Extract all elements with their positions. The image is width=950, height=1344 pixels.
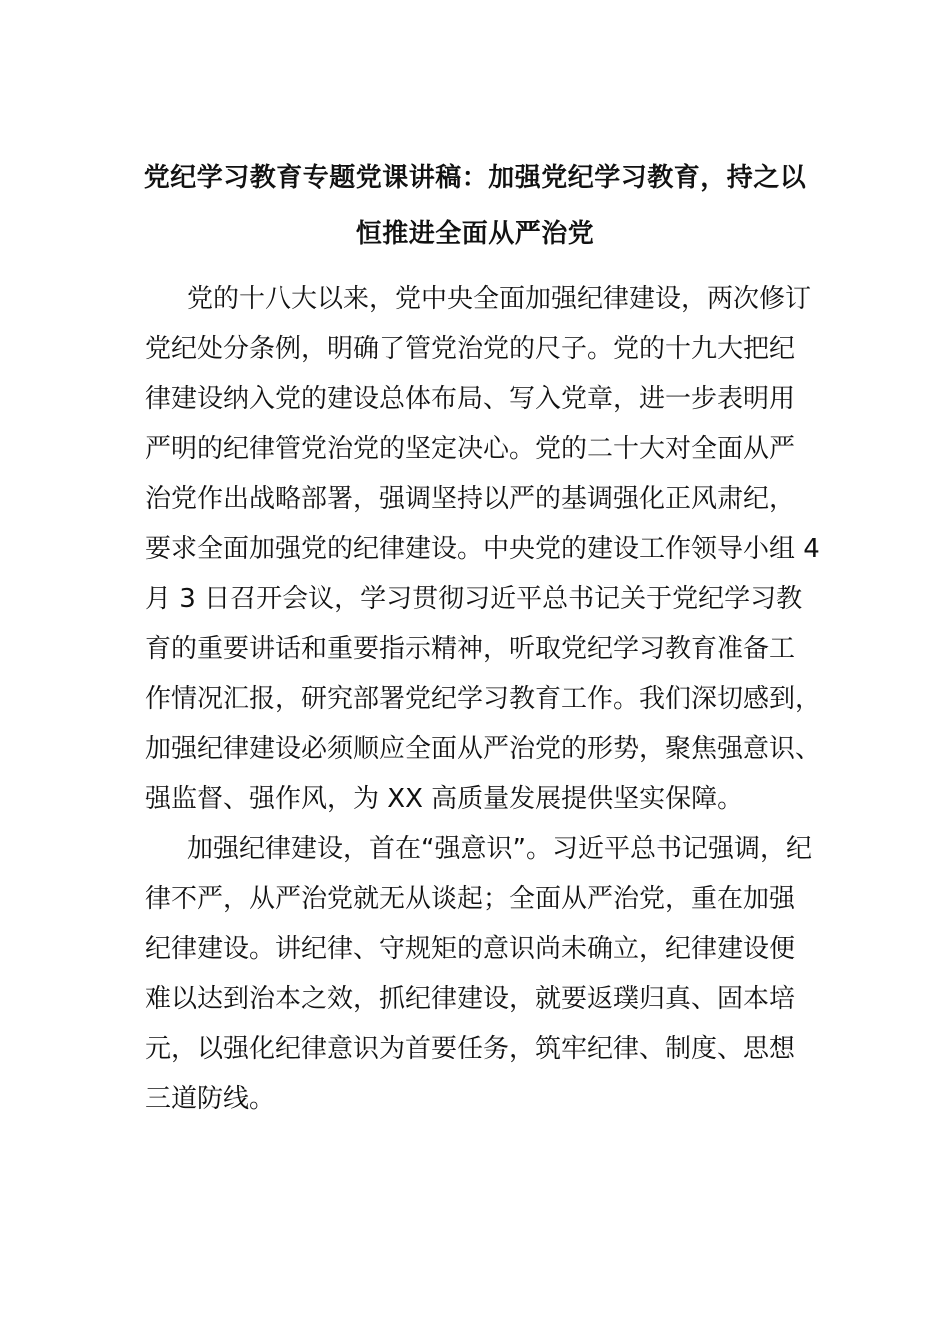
- paragraph-1-line: 律建设纳入党的建设总体布局、写入党章，进一步表明用: [145, 384, 796, 414]
- paragraph-1-line: 党纪处分条例，明确了管党治党的尺子。党的十九大把纪: [145, 334, 796, 364]
- title-line: 恒推进全面从严治党: [355, 219, 595, 249]
- paragraph-2-line: 纪律建设。讲纪律、守规矩的意识尚未确立，纪律建设便: [145, 934, 796, 964]
- paragraph-1-line: 治党作出战略部署，强调坚持以严的基调强化正风肃纪，: [145, 484, 796, 514]
- paragraph-2-line: 难以达到治本之效，抓纪律建设，就要返璞归真、固本培: [145, 984, 796, 1014]
- paragraph-1-line: 加强纪律建设必须顺应全面从严治党的形势，聚焦强意识、: [145, 734, 822, 764]
- paragraph-2-line: 加强纪律建设，首在“强意识”。习近平总书记强调，纪: [187, 834, 812, 864]
- paragraph-1-line: 育的重要讲话和重要指示精神，听取党纪学习教育准备工: [145, 634, 796, 664]
- document-title: [140, 150, 810, 262]
- paragraph-1-line: 党的十八大以来，党中央全面加强纪律建设，两次修订: [187, 284, 812, 314]
- paragraph-2-line: 律不严，从严治党就无从谈起；全面从严治党，重在加强: [145, 884, 796, 914]
- paragraph-1-line: 月 3 日召开会议，学习贯彻习近平总书记关于党纪学习教: [145, 584, 803, 614]
- paragraph-2-line: 三道防线。: [145, 1084, 276, 1114]
- paragraph-1-line: 强监督、强作风，为 XX 高质量发展提供坚实保障。: [145, 784, 744, 814]
- paragraph-2-line: 元，以强化纪律意识为首要任务，筑牢纪律、制度、思想: [145, 1034, 796, 1064]
- title-line: 党纪学习教育专题党课讲稿：加强党纪学习教育，持之以: [143, 163, 807, 193]
- document-body: [145, 274, 822, 1124]
- paragraph-1-line: 要求全面加强党的纪律建设。中央党的建设工作领导小组 4: [145, 534, 820, 564]
- paragraph-1-line: 严明的纪律管党治党的坚定决心。党的二十大对全面从严: [145, 434, 796, 464]
- paragraph-1-line: 作情况汇报，研究部署党纪学习教育工作。我们深切感到，: [145, 684, 822, 714]
